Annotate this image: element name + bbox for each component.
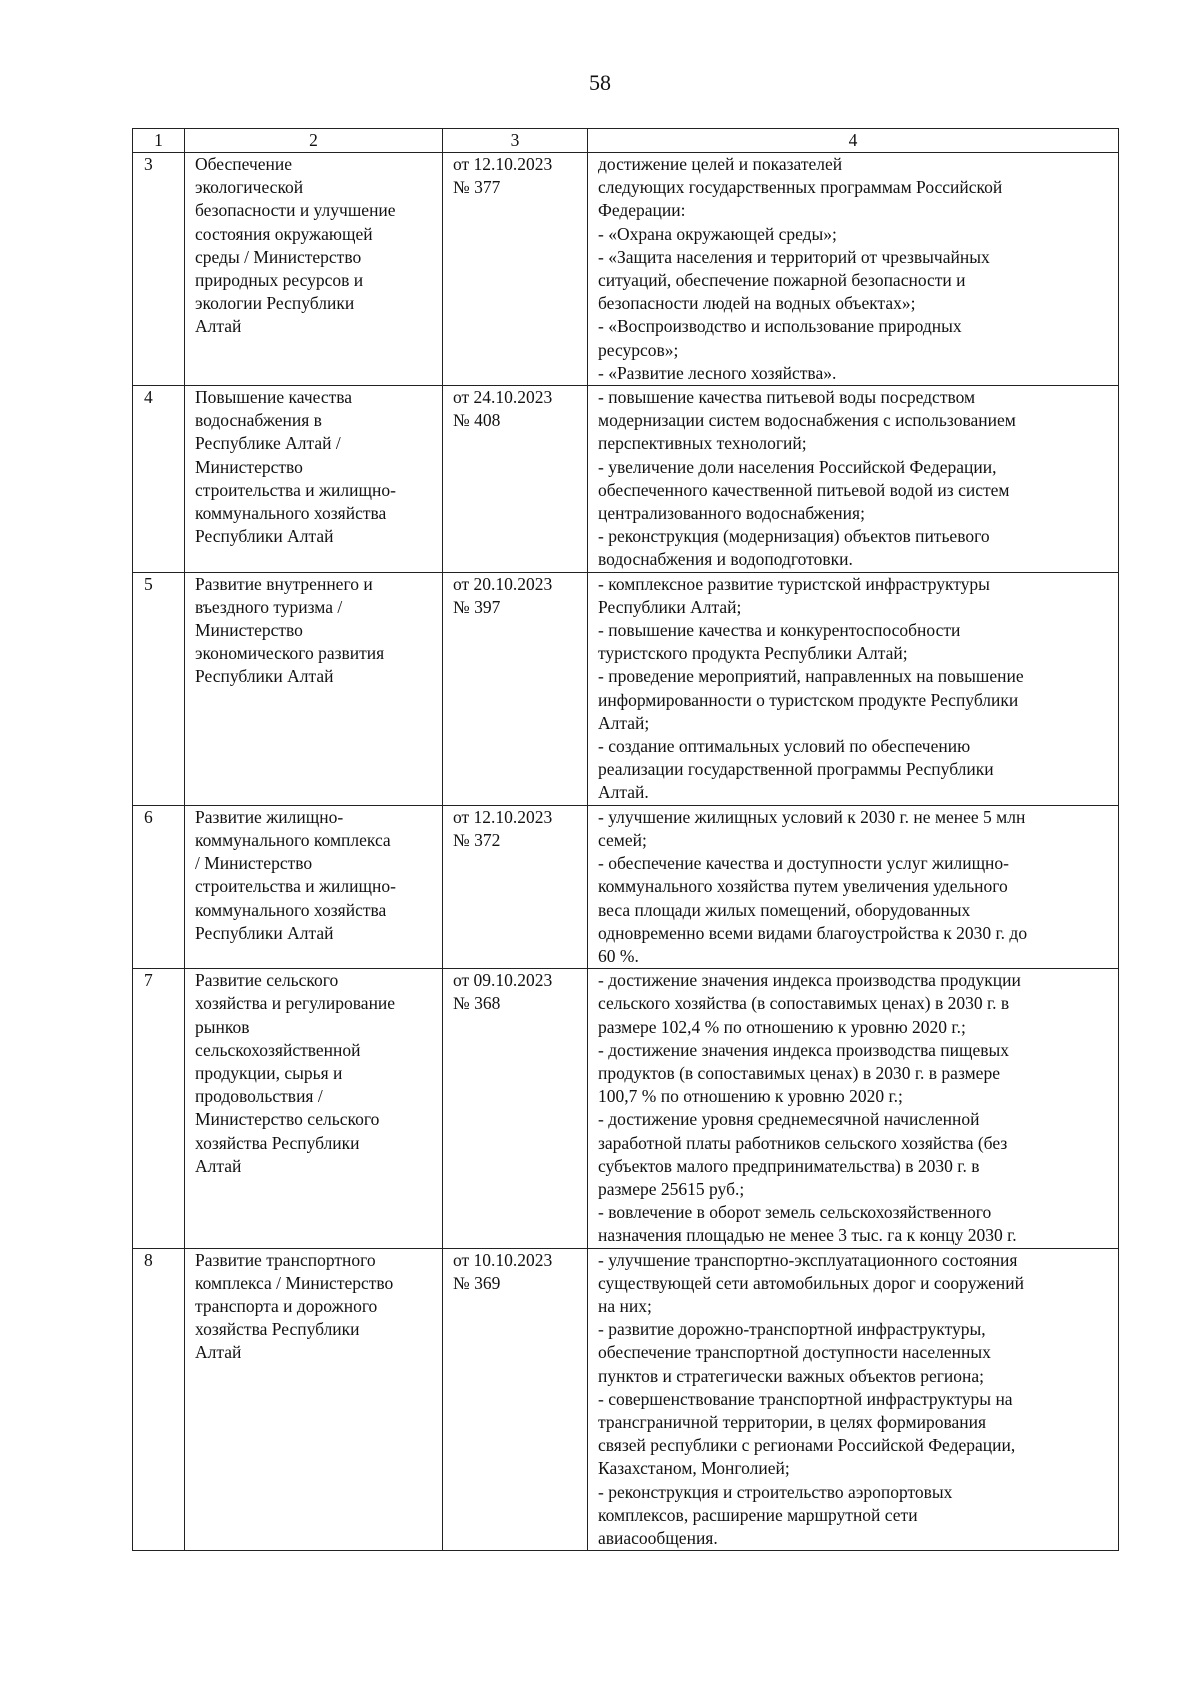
- program-name-line: Республики Алтай: [195, 922, 334, 943]
- goal-line: - реконструкция (модернизация) объектов питьевого: [598, 526, 990, 547]
- goal-line: авиасообщения.: [598, 1527, 718, 1548]
- goal-line: ресурсов»;: [598, 339, 679, 360]
- column-header-3: 3: [443, 129, 588, 153]
- program-name-line: коммунального хозяйства: [195, 503, 387, 524]
- program-name-line: Обеспечение: [195, 154, 293, 174]
- decree-date: от 24.10.2023: [453, 387, 553, 408]
- goal-line: продуктов (в сопоставимых ценах) в 2030 г. в размере: [598, 1062, 1000, 1083]
- goal-line: - «Охрана окружающей среды»;: [598, 223, 837, 244]
- goal-line: централизованного водоснабжения;: [598, 503, 865, 524]
- program-name-line: экологии Республики: [195, 293, 355, 314]
- goal-line: на них;: [598, 1295, 652, 1316]
- goal-line: - проведение мероприятий, направленных на повышение: [598, 666, 1024, 687]
- decree-number: № 368: [453, 993, 501, 1014]
- decree-cell: [443, 153, 588, 386]
- program-name-line: коммунального хозяйства: [195, 899, 387, 920]
- program-name-line: рынков: [195, 1016, 250, 1037]
- goal-line: обеспечение транспортной доступности населенных: [598, 1342, 991, 1363]
- goal-line: 100,7 % по отношению к уровню 2020 г.;: [598, 1086, 903, 1107]
- program-cell: [185, 153, 443, 386]
- program-name-line: Алтай: [195, 1342, 242, 1363]
- program-name-line: Развитие сельского: [195, 970, 339, 991]
- column-header-2: 2: [185, 129, 443, 153]
- decree-date: от 09.10.2023: [453, 970, 553, 991]
- goal-line: достижение целей и показателей: [598, 154, 843, 174]
- goal-line: перспективных технологий;: [598, 433, 807, 454]
- goal-line: существующей сети автомобильных дорог и сооружений: [598, 1272, 1024, 1293]
- goal-line: реализации государственной программы Республики: [598, 759, 994, 780]
- program-name-line: сельскохозяйственной: [195, 1039, 361, 1060]
- program-name-line: хозяйства Республики: [195, 1132, 360, 1153]
- goal-line: Алтай;: [598, 712, 650, 733]
- goal-line: - «Защита населения и территорий от чрезвычайных: [598, 246, 990, 267]
- program-name-line: Развитие жилищно-: [195, 806, 344, 827]
- row-number: 5: [133, 572, 185, 805]
- program-name-line: продовольствия /: [195, 1086, 323, 1107]
- goal-line: - достижение уровня среднемесячной начисленной: [598, 1109, 980, 1130]
- goal-line: - достижение значения индекса производства пищевых: [598, 1039, 1010, 1060]
- goal-line: - «Развитие лесного хозяйства».: [598, 362, 837, 383]
- goal-line: субъектов малого предпринимательства) в 2030 г. в: [598, 1155, 980, 1176]
- decree-cell: [443, 1248, 588, 1551]
- goal-line: одновременно всеми видами благоустройства к 2030 г. до: [598, 922, 1028, 943]
- decree-date: от 12.10.2023: [453, 806, 553, 827]
- program-name-line: водоснабжения в: [195, 410, 322, 431]
- program-cell: [185, 805, 443, 968]
- goal-line: туристского продукта Республики Алтай;: [598, 643, 908, 664]
- program-name-line: среды / Министерство: [195, 246, 362, 267]
- decree-date: от 12.10.2023: [453, 154, 553, 174]
- table-header-row: [133, 129, 1119, 153]
- decree-number: № 372: [453, 829, 501, 850]
- goal-line: связей республики с регионами Российской Федерации,: [598, 1435, 1016, 1456]
- goal-line: веса площади жилых помещений, оборудованных: [598, 899, 971, 920]
- goal-line: Казахстаном, Монголией;: [598, 1458, 790, 1479]
- program-name-line: безопасности и улучшение: [195, 200, 396, 221]
- column-header-1: 1: [133, 129, 185, 153]
- program-name-line: строительства и жилищно-: [195, 876, 396, 897]
- goal-line: - «Воспроизводство и использование природных: [598, 316, 962, 337]
- goal-line: размере 102,4 % по отношению к уровню 2020 г.;: [598, 1016, 966, 1037]
- program-name-line: Алтай: [195, 316, 242, 337]
- program-cell: [185, 1248, 443, 1551]
- goal-line: - улучшение жилищных условий к 2030 г. не менее 5 млн: [598, 806, 1026, 827]
- decree-date: от 10.10.2023: [453, 1249, 553, 1270]
- goal-line: - вовлечение в оборот земель сельскохозяйственного: [598, 1202, 992, 1223]
- goal-line: - реконструкция и строительство аэропортовых: [598, 1481, 953, 1502]
- program-name-line: Министерство: [195, 620, 303, 641]
- goal-line: - обеспечение качества и доступности услуг жилищно-: [598, 853, 1009, 874]
- goal-line: сельского хозяйства (в сопоставимых ценах) в 2030 г. в: [598, 993, 1010, 1014]
- goal-line: информированности о туристском продукте Республики: [598, 689, 1019, 710]
- program-cell: [185, 969, 443, 1248]
- goal-line: комплексов, расширение маршрутной сети: [598, 1504, 918, 1525]
- table-row: [133, 572, 1119, 805]
- goals-cell: [588, 386, 1119, 573]
- table-row: [133, 805, 1119, 968]
- goal-line: - повышение качества питьевой воды посредством: [598, 387, 976, 408]
- decree-cell: [443, 572, 588, 805]
- goal-line: - достижение значения индекса производства продукции: [598, 970, 1021, 991]
- program-name-line: Республики Алтай: [195, 526, 334, 547]
- goal-line: пунктов и стратегически важных объектов региона;: [598, 1365, 985, 1386]
- program-name-line: природных ресурсов и: [195, 270, 364, 291]
- goal-line: Алтай.: [598, 782, 649, 803]
- program-name-line: комплекса / Министерство: [195, 1272, 394, 1293]
- table-body: [133, 153, 1119, 1551]
- goals-cell: [588, 153, 1119, 386]
- program-name-line: Развитие внутреннего и: [195, 573, 373, 594]
- decree-number: № 397: [453, 596, 501, 617]
- table-row: [133, 969, 1119, 1248]
- program-name-line: коммунального комплекса: [195, 829, 391, 850]
- decree-cell: [443, 805, 588, 968]
- goal-line: 60 %.: [598, 945, 639, 966]
- goal-line: семей;: [598, 829, 647, 850]
- goal-line: трансграничной территории, в целях формирования: [598, 1411, 987, 1432]
- goals-cell: [588, 805, 1119, 968]
- program-name-line: хозяйства Республики: [195, 1319, 360, 1340]
- goal-line: обеспеченного качественной питьевой водой из систем: [598, 479, 1010, 500]
- decree-cell: [443, 969, 588, 1248]
- goal-line: следующих государственных программам Российской: [598, 177, 1003, 198]
- goals-cell: [588, 1248, 1119, 1551]
- goal-line: Федерации:: [598, 200, 686, 221]
- program-name-line: хозяйства и регулирование: [195, 993, 396, 1014]
- program-name-line: въездного туризма /: [195, 596, 343, 617]
- column-header-4: 4: [588, 129, 1119, 153]
- decree-number: № 369: [453, 1272, 501, 1293]
- goal-line: - создание оптимальных условий по обеспечению: [598, 736, 971, 757]
- goal-line: ситуаций, обеспечение пожарной безопасности и: [598, 270, 966, 291]
- program-cell: [185, 572, 443, 805]
- goal-line: - совершенствование транспортной инфраструктуры на: [598, 1388, 1013, 1409]
- program-cell: [185, 386, 443, 573]
- program-name-line: Алтай: [195, 1155, 242, 1176]
- row-number: 8: [133, 1248, 185, 1551]
- goal-line: размере 25615 руб.;: [598, 1178, 745, 1199]
- goal-line: - увеличение доли населения Российской Федерации,: [598, 456, 997, 477]
- goals-cell: [588, 969, 1119, 1248]
- goal-line: заработной платы работников сельского хозяйства (без: [598, 1132, 1008, 1153]
- decree-date: от 20.10.2023: [453, 573, 553, 594]
- program-name-line: экономического развития: [195, 643, 385, 664]
- goal-line: водоснабжения и водоподготовки.: [598, 549, 853, 570]
- goal-line: коммунального хозяйства путем увеличения удельного: [598, 876, 1008, 897]
- program-name-line: Повышение качества: [195, 387, 353, 408]
- program-name-line: / Министерство: [195, 853, 313, 874]
- goal-line: назначения площадью не менее 3 тыс. га к концу 2030 г.: [598, 1225, 1017, 1246]
- goals-cell: [588, 572, 1119, 805]
- program-name-line: Министерство: [195, 456, 303, 477]
- goal-line: безопасности людей на водных объектах»;: [598, 293, 916, 314]
- program-name-line: Республики Алтай: [195, 666, 334, 687]
- table-row: [133, 386, 1119, 573]
- program-name-line: состояния окружающей: [195, 223, 373, 244]
- goal-line: модернизации систем водоснабжения с использованием: [598, 410, 1016, 431]
- goal-line: Республики Алтай;: [598, 596, 742, 617]
- program-name-line: транспорта и дорожного: [195, 1295, 378, 1316]
- row-number: 7: [133, 969, 185, 1248]
- goal-line: - комплексное развитие туристской инфраструктуры: [598, 573, 990, 594]
- table-row: [133, 1248, 1119, 1551]
- goal-line: - развитие дорожно-транспортной инфраструктуры,: [598, 1319, 986, 1340]
- program-name-line: экологической: [195, 177, 304, 198]
- goal-line: - повышение качества и конкурентоспособности: [598, 620, 961, 641]
- decree-number: № 377: [453, 177, 501, 198]
- row-number: 4: [133, 386, 185, 573]
- program-name-line: Министерство сельского: [195, 1109, 380, 1130]
- table-row: [133, 153, 1119, 386]
- row-number: 6: [133, 805, 185, 968]
- programs-table: [132, 128, 1119, 1551]
- goal-line: - улучшение транспортно-эксплуатационного состояния: [598, 1249, 1018, 1270]
- program-name-line: Развитие транспортного: [195, 1249, 376, 1270]
- row-number: 3: [133, 153, 185, 386]
- decree-number: № 408: [453, 410, 501, 431]
- program-name-line: строительства и жилищно-: [195, 479, 396, 500]
- program-name-line: Республике Алтай /: [195, 433, 341, 454]
- program-name-line: продукции, сырья и: [195, 1062, 343, 1083]
- decree-cell: [443, 386, 588, 573]
- page-number: 58: [589, 70, 611, 95]
